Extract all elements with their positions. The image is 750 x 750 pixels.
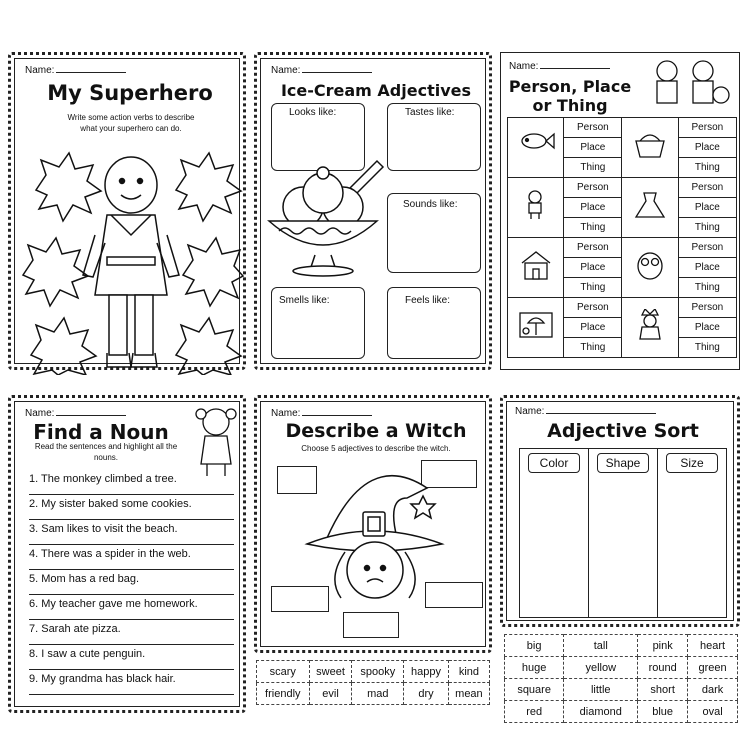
icecream-worksheet <box>254 52 492 370</box>
sentence[interactable]: 6. My teacher gave me homework. <box>29 595 234 620</box>
owl-icon <box>622 238 678 298</box>
page-title: Person, Place or Thing <box>508 77 632 116</box>
page-title: Describe a Witch <box>285 420 467 442</box>
smells-like-label: Smells like: <box>279 295 330 306</box>
witch-illustration <box>297 458 447 608</box>
word-card[interactable]: green <box>688 657 738 679</box>
name-field: Name: <box>515 406 656 417</box>
grid-row <box>508 238 737 258</box>
word-card[interactable]: big <box>505 635 564 657</box>
sort-columns <box>519 448 727 618</box>
sort-column[interactable] <box>520 449 589 617</box>
option-thing[interactable]: Thing <box>678 338 736 358</box>
option-place[interactable]: Place <box>564 258 622 278</box>
word-card[interactable]: square <box>505 679 564 701</box>
sort-column[interactable] <box>589 449 658 617</box>
burst-shape <box>36 153 101 221</box>
word-card[interactable]: happy <box>404 661 449 683</box>
option-thing[interactable]: Thing <box>564 158 622 178</box>
option-place[interactable]: Place <box>564 138 622 158</box>
sentence[interactable]: 2. My sister baked some cookies. <box>29 495 234 520</box>
option-place[interactable]: Place <box>678 258 736 278</box>
word-card[interactable]: kind <box>448 661 489 683</box>
sentence[interactable]: 3. Sam likes to visit the beach. <box>29 520 234 545</box>
option-person[interactable]: Person <box>678 298 736 318</box>
burst-shape <box>183 238 243 306</box>
option-place[interactable]: Place <box>564 198 622 218</box>
word-card[interactable]: huge <box>505 657 564 679</box>
grid-row <box>508 298 737 318</box>
word-card[interactable]: red <box>505 701 564 723</box>
sort-column[interactable] <box>658 449 726 617</box>
name-field: Name: <box>509 61 610 72</box>
column-header: Shape <box>597 453 649 473</box>
dress-icon <box>622 178 678 238</box>
word-card[interactable]: oval <box>688 701 738 723</box>
superhero-illustration <box>11 135 249 375</box>
sort-wordbank <box>504 634 738 723</box>
column-header: Size <box>666 453 718 473</box>
instructions: Read the sentences and highlight all the nouns. <box>34 442 178 462</box>
word-card[interactable]: diamond <box>564 701 638 723</box>
word-card[interactable]: spooky <box>352 661 404 683</box>
page-title: Adjective Sort <box>547 420 699 442</box>
option-place[interactable]: Place <box>678 198 736 218</box>
option-thing[interactable]: Thing <box>678 218 736 238</box>
witch-wordbank <box>256 660 490 705</box>
word-card[interactable]: mad <box>352 683 404 705</box>
tastes-like-label: Tastes like: <box>405 107 455 118</box>
purse-icon <box>622 118 678 178</box>
option-person[interactable]: Person <box>564 298 622 318</box>
sentence[interactable]: 8. I saw a cute penguin. <box>29 645 234 670</box>
word-card[interactable]: pink <box>638 635 688 657</box>
word-card[interactable]: tall <box>564 635 638 657</box>
option-place[interactable]: Place <box>678 138 736 158</box>
noun-worksheet <box>8 395 246 713</box>
feels-like-label: Feels like: <box>405 295 451 306</box>
page-title: Find a Noun <box>33 420 169 444</box>
sounds-like-label: Sounds like: <box>403 199 458 210</box>
word-card[interactable]: blue <box>638 701 688 723</box>
word-card[interactable]: mean <box>448 683 489 705</box>
option-thing[interactable]: Thing <box>564 338 622 358</box>
witch-worksheet <box>254 395 492 653</box>
sentence[interactable]: 9. My grandma has black hair. <box>29 670 234 695</box>
word-card[interactable]: evil <box>309 683 352 705</box>
word-card[interactable]: sweet <box>309 661 352 683</box>
word-card[interactable]: short <box>638 679 688 701</box>
option-thing[interactable]: Thing <box>678 278 736 298</box>
name-field: Name: <box>25 65 126 76</box>
burst-shape <box>31 318 96 375</box>
ppt-grid <box>507 117 737 358</box>
sentence[interactable]: 7. Sarah ate pizza. <box>29 620 234 645</box>
burst-shape <box>176 318 241 375</box>
beach-icon <box>508 298 564 358</box>
option-thing[interactable]: Thing <box>564 278 622 298</box>
page-title: Ice-Cream Adjectives <box>280 81 472 100</box>
option-person[interactable]: Person <box>678 118 736 138</box>
grid-row <box>508 118 737 138</box>
option-person[interactable]: Person <box>678 178 736 198</box>
option-thing[interactable]: Thing <box>678 158 736 178</box>
sentence[interactable]: 1. The monkey climbed a tree. <box>29 470 234 495</box>
word-card[interactable]: little <box>564 679 638 701</box>
sort-worksheet <box>500 395 740 627</box>
fish-icon <box>508 118 564 178</box>
kids-illustration <box>641 55 731 113</box>
instructions: Write some action verbs to describe what your superhero can do. <box>67 113 195 133</box>
word-card[interactable]: scary <box>257 661 310 683</box>
sentence-list <box>29 470 234 695</box>
option-person[interactable]: Person <box>678 238 736 258</box>
answer-box[interactable] <box>343 612 399 638</box>
burst-shape <box>176 153 241 221</box>
word-card[interactable]: heart <box>688 635 738 657</box>
word-card[interactable]: round <box>638 657 688 679</box>
name-field: Name: <box>25 408 126 419</box>
word-card[interactable]: dry <box>404 683 449 705</box>
name-field: Name: <box>271 408 372 419</box>
house-icon <box>508 238 564 298</box>
option-thing[interactable]: Thing <box>564 218 622 238</box>
option-person[interactable]: Person <box>564 118 622 138</box>
ppt-worksheet <box>500 52 740 370</box>
instructions: Choose 5 adjectives to describe the witch. <box>301 444 451 453</box>
column-header: Color <box>528 453 580 473</box>
word-card[interactable]: dark <box>688 679 738 701</box>
girl-icon <box>508 178 564 238</box>
looks-like-label: Looks like: <box>289 107 337 118</box>
option-place[interactable]: Place <box>678 318 736 338</box>
burst-shape <box>23 238 88 306</box>
sentence[interactable]: 5. Mom has a red bag. <box>29 570 234 595</box>
option-place[interactable]: Place <box>564 318 622 338</box>
option-person[interactable]: Person <box>564 178 622 198</box>
page-title: My Superhero <box>47 81 213 105</box>
superhero-worksheet <box>8 52 246 370</box>
girl-illustration <box>191 402 241 480</box>
icecream-illustration <box>259 159 389 279</box>
word-card[interactable]: yellow <box>564 657 638 679</box>
word-card[interactable]: friendly <box>257 683 310 705</box>
grid-row <box>508 178 737 198</box>
sentence[interactable]: 4. There was a spider in the web. <box>29 545 234 570</box>
option-person[interactable]: Person <box>564 238 622 258</box>
name-field: Name: <box>271 65 372 76</box>
king-icon <box>622 298 678 358</box>
